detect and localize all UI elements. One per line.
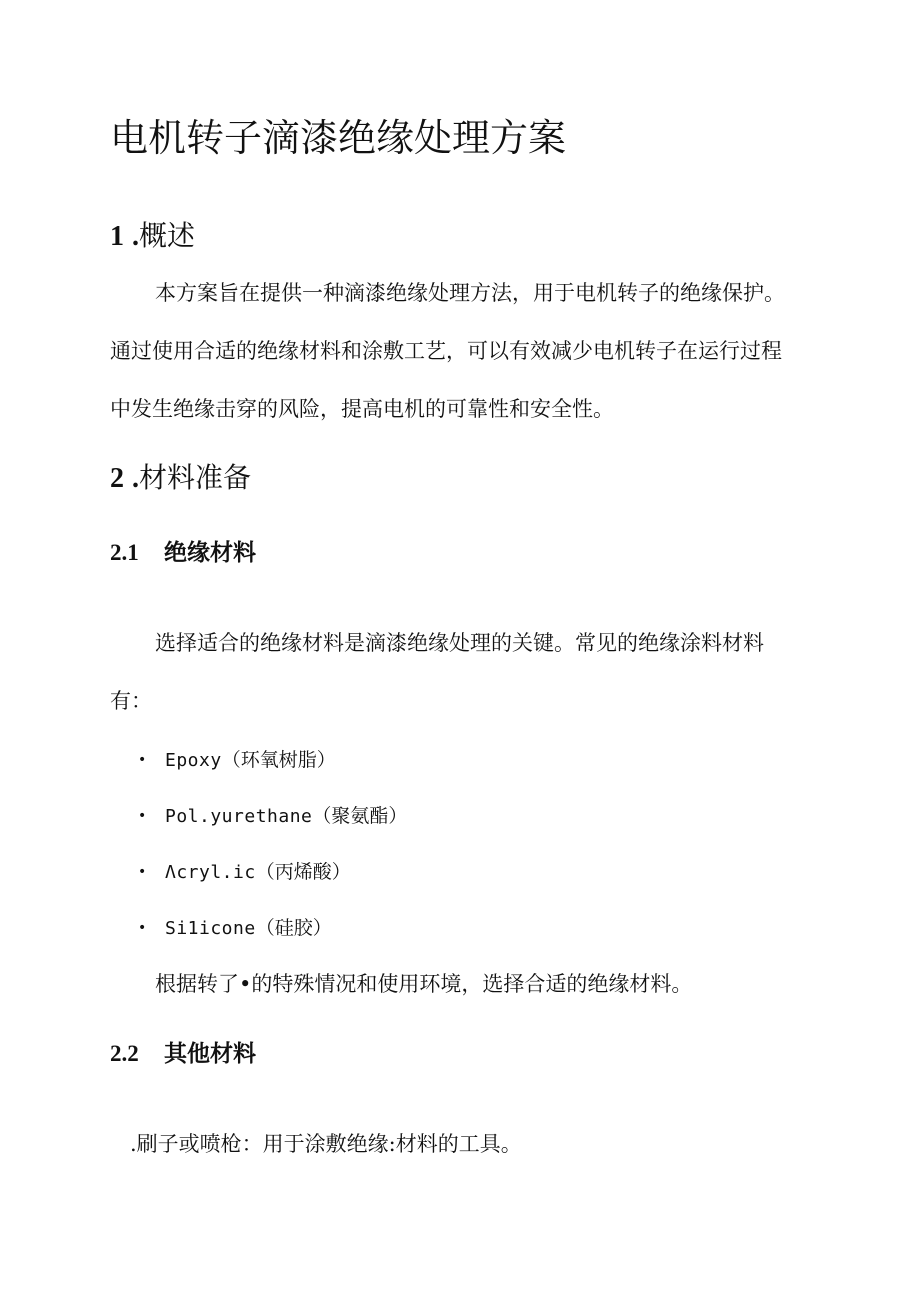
section-2-1-closing — [110, 955, 810, 1013]
paragraph-line: 本方案旨在提供一种滴漆绝缘处理方法，用于电机转子的绝缘保护。 — [155, 281, 785, 305]
paragraph-line: 通过使用合适的绝缘材料和涂敷工艺，可以有效减少电机转子在运行过程 — [110, 339, 782, 363]
section-2-2-paragraph — [130, 1115, 830, 1173]
material-name-zh: （聚氨酯） — [312, 805, 408, 827]
material-name-zh: （丙烯酸） — [255, 861, 351, 883]
section-2-1-heading — [110, 537, 256, 569]
bullet-marker: • — [138, 752, 147, 768]
paragraph-line: 根据转了•的特殊情况和使用环境，选择合适的绝缘材料。 — [155, 972, 693, 996]
material-name-zh: （环氧树脂） — [221, 749, 336, 771]
paragraph-line: 有： — [110, 689, 152, 713]
material-name-en: Epoxy — [165, 750, 222, 771]
section-1-heading — [110, 216, 195, 257]
paragraph-line: 选择适合的绝缘材料是滴漆绝缘处理的关键。常见的绝缘涂料材料 — [155, 631, 764, 655]
material-name-zh: （硅胶） — [255, 917, 332, 939]
bullet-marker: • — [138, 864, 147, 880]
section-2-2-title: 其他材料 — [164, 1041, 256, 1067]
section-2-title: 材料准备 — [139, 461, 252, 494]
material-name-en: Si1icone — [165, 918, 256, 939]
material-name-en: Pol.yurethane — [165, 806, 313, 827]
section-2-1-intro — [110, 614, 810, 730]
section-2-heading — [110, 458, 251, 499]
section-1-dot: . — [132, 221, 139, 252]
paragraph-line: .刷子或喷枪：用于涂敷绝缘:材料的工具。 — [130, 1132, 522, 1156]
list-item — [138, 906, 407, 962]
bullet-marker: • — [138, 808, 147, 824]
list-item — [138, 738, 407, 794]
document-title: 电机转子滴漆绝缘处理方案 — [110, 116, 567, 160]
section-2-1-title: 绝缘材料 — [164, 540, 256, 566]
section-2-dot: . — [132, 463, 139, 494]
section-2-1-number: 2.1 — [110, 540, 139, 565]
section-1-title: 概述 — [139, 219, 196, 252]
paragraph-line: 中发生绝缘击穿的风险，提高电机的可靠性和安全性。 — [110, 397, 614, 421]
bullet-marker: • — [138, 920, 147, 936]
section-1-number: 1 — [110, 221, 124, 252]
section-2-number: 2 — [110, 463, 124, 494]
insulation-material-list — [138, 738, 407, 962]
list-item — [138, 850, 407, 906]
material-name-en: Λcryl.ic — [165, 862, 256, 883]
section-1-paragraph — [110, 264, 810, 438]
section-2-2-number: 2.2 — [110, 1041, 139, 1066]
list-item — [138, 794, 407, 850]
section-2-2-heading — [110, 1038, 256, 1070]
